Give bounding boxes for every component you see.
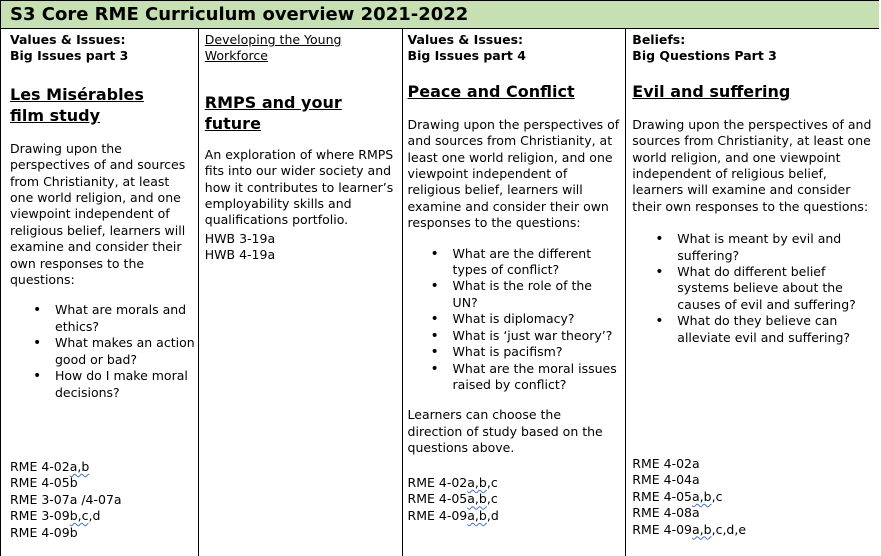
column-title: Les Misérables film study (10, 84, 144, 125)
column-les-miserables (1, 29, 199, 556)
outcome-code: RME 3-09b,c,d (10, 508, 101, 524)
question-item: • What is the role of the UN? (453, 278, 621, 311)
column-category: Values & Issues: (407, 32, 524, 47)
column-title: Evil and suffering (632, 81, 791, 101)
column-subcategory: Big Questions Part 3 (632, 48, 777, 64)
column-category: Values & Issues: (10, 32, 126, 47)
outcome-code: RME 4-02a (632, 456, 700, 471)
column-title: Peace and Conflict (407, 81, 575, 101)
question-list (632, 231, 863, 346)
outcome-code: HWB 4-19a (204, 247, 276, 263)
column-title: RMPS and your future (204, 92, 342, 133)
column-description: Drawing upon the perspectives of and sources from Christianity, at least one world religion, and one viewpoint independent of religious belief, learners will examine and consider their own responses to the questions: (407, 116, 620, 231)
outcome-code: RME 4-02a,b,c (407, 475, 498, 490)
column-description: Drawing upon the perspectives of and sources from Christianity, at least one world religion, and one viewpoint independent of religious belief, learners will examine and consider their own responses to the questions: (632, 116, 872, 214)
question-item: • What is ‘just war theory’? (453, 328, 621, 344)
page-title: S3 Core RME Curriculum overview 2021-2022 (1, 1, 879, 29)
column-evil-suffering (626, 29, 879, 556)
question-item: • What do they believe can alleviate evil and suffering? (677, 313, 863, 346)
question-item: • What are the moral issues raised by conflict? (453, 361, 621, 394)
outcome-code: RME 4-05b (10, 475, 78, 491)
column-rmps-future (199, 29, 403, 556)
outcome-code: RME 4-09b (10, 524, 78, 540)
outcome-code: RME 4-09a,b,c,d,e (632, 521, 747, 537)
question-list (408, 246, 621, 394)
column-peace-conflict (403, 29, 627, 556)
question-list (10, 302, 195, 400)
column-note: Learners can choose the direction of study based on the questions above. (407, 407, 603, 456)
question-item: • What are morals and ethics? (55, 302, 195, 335)
outcome-codes (408, 475, 499, 524)
outcome-codes (205, 231, 275, 264)
outcome-code: RME 4-05a,b,c (407, 491, 498, 507)
question-item: • What makes an action good or bad? (55, 335, 195, 368)
outcome-code: RME 4-09a,b,d (407, 507, 499, 523)
column-category: Beliefs: (632, 32, 686, 47)
question-item: • What do different belief systems believe about the causes of evil and suffering? (677, 264, 863, 313)
outcome-code: RME 4-02a,b (10, 459, 90, 474)
outcome-codes (10, 459, 122, 541)
outcome-codes (632, 456, 746, 538)
question-item: • What are the different types of conflict? (453, 246, 621, 279)
question-item: • What is meant by evil and suffering? (677, 231, 863, 264)
column-description: An exploration of where RMPS fits into our wider society and how it contributes to learner’s employability skills and qualifications portfolio. (204, 146, 394, 228)
column-subcategory: Workforce (204, 48, 268, 64)
question-item: • What is diplomacy? (453, 311, 621, 327)
column-category: Developing the Young (204, 32, 342, 47)
outcome-code: RME 4-08a (632, 505, 700, 521)
column-description: Drawing upon the perspectives of and sources from Christianity, at least one world religion, and one viewpoint independent of religious belief, learners will examine and consider their own responses to the questions: (10, 140, 186, 288)
outcome-code: HWB 3-19a (204, 231, 276, 246)
column-subcategory: Big Issues part 3 (10, 48, 129, 64)
outcome-code: RME 3-07a /4-07a (10, 491, 122, 507)
outcome-code: RME 4-04a (632, 472, 700, 488)
question-item: • How do I make moral decisions? (55, 368, 195, 401)
column-subcategory: Big Issues part 4 (407, 48, 526, 64)
question-item: • What is pacifism? (453, 344, 621, 360)
outcome-code: RME 4-05a,b,c (632, 488, 723, 504)
